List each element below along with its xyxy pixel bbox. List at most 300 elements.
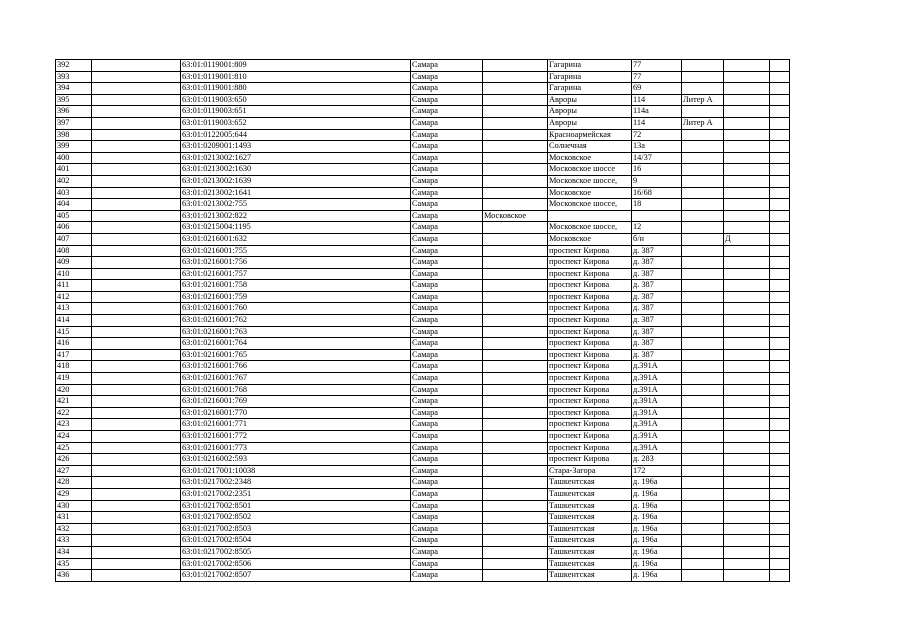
row-number-cell: 434: [56, 546, 92, 558]
street-cell: Солнечная: [548, 141, 632, 153]
city-cell: Самара: [411, 60, 483, 72]
city-cell: Самара: [411, 558, 483, 570]
cadastral-number-cell: 63:01:0216001:760: [181, 303, 411, 315]
cadastral-number-cell: 63:01:0217002:2348: [181, 477, 411, 489]
cadastral-number-cell: 63:01:0216001:762: [181, 315, 411, 327]
city-cell: Самара: [411, 222, 483, 234]
row-number-cell: 408: [56, 245, 92, 257]
letter-code-cell: [724, 303, 770, 315]
street-cell: Ташкентская: [548, 500, 632, 512]
city-cell: Самара: [411, 199, 483, 211]
empty-cell-cell: [92, 268, 181, 280]
cadastral-number-cell: 63:01:0213002:755: [181, 199, 411, 211]
city-cell: Самара: [411, 94, 483, 106]
district-cell: [483, 535, 548, 547]
row-number-cell: 392: [56, 60, 92, 72]
city-cell: Самара: [411, 465, 483, 477]
table-row: [56, 419, 790, 431]
house-number-cell: д. 196а: [632, 546, 682, 558]
street-cell: Авроры: [548, 117, 632, 129]
building-letter-cell: [682, 419, 724, 431]
house-number-cell: д. 196а: [632, 477, 682, 489]
district-cell: [483, 488, 548, 500]
city-cell: Самара: [411, 233, 483, 245]
letter-code-cell: Д: [724, 233, 770, 245]
row-number-cell: 423: [56, 419, 92, 431]
district-cell: [483, 558, 548, 570]
district-cell: [483, 60, 548, 72]
letter-code-cell: [724, 83, 770, 95]
street-cell: проспект Кирова: [548, 257, 632, 269]
empty-cell-cell: [92, 129, 181, 141]
table-row: [56, 477, 790, 489]
extra-cell-cell: [770, 106, 790, 118]
street-cell: Гагарина: [548, 60, 632, 72]
empty-cell-cell: [92, 488, 181, 500]
street-cell: проспект Кирова: [548, 431, 632, 443]
street-cell: Гагарина: [548, 83, 632, 95]
empty-cell-cell: [92, 152, 181, 164]
house-number-cell: 172: [632, 465, 682, 477]
city-cell: Самара: [411, 442, 483, 454]
building-letter-cell: [682, 454, 724, 466]
table-row: [56, 373, 790, 385]
district-cell: [483, 280, 548, 292]
empty-cell-cell: [92, 141, 181, 153]
table-row: [56, 117, 790, 129]
letter-code-cell: [724, 465, 770, 477]
letter-code-cell: [724, 558, 770, 570]
city-cell: Самара: [411, 152, 483, 164]
city-cell: Самара: [411, 315, 483, 327]
building-letter-cell: [682, 222, 724, 234]
building-letter-cell: [682, 303, 724, 315]
city-cell: Самара: [411, 326, 483, 338]
extra-cell-cell: [770, 546, 790, 558]
city-cell: Самара: [411, 384, 483, 396]
house-number-cell: д. 196а: [632, 570, 682, 582]
row-number-cell: 405: [56, 210, 92, 222]
building-letter-cell: Литер А: [682, 117, 724, 129]
district-cell: [483, 175, 548, 187]
letter-code-cell: [724, 268, 770, 280]
city-cell: Самара: [411, 570, 483, 582]
house-number-cell: д. 196а: [632, 535, 682, 547]
street-cell: Красноармейская: [548, 129, 632, 141]
house-number-cell: 9: [632, 175, 682, 187]
letter-code-cell: [724, 373, 770, 385]
extra-cell-cell: [770, 315, 790, 327]
city-cell: Самара: [411, 187, 483, 199]
house-number-cell: д.391А: [632, 431, 682, 443]
row-number-cell: 427: [56, 465, 92, 477]
house-number-cell: б/н: [632, 233, 682, 245]
empty-cell-cell: [92, 164, 181, 176]
building-letter-cell: [682, 71, 724, 83]
table-row: [56, 106, 790, 118]
district-cell: [483, 442, 548, 454]
empty-cell-cell: [92, 570, 181, 582]
letter-code-cell: [724, 338, 770, 350]
street-cell: Московское: [548, 187, 632, 199]
house-number-cell: 77: [632, 71, 682, 83]
letter-code-cell: [724, 512, 770, 524]
district-cell: [483, 71, 548, 83]
city-cell: Самара: [411, 83, 483, 95]
building-letter-cell: [682, 210, 724, 222]
district-cell: [483, 326, 548, 338]
row-number-cell: 402: [56, 175, 92, 187]
city-cell: Самара: [411, 396, 483, 408]
city-cell: Самара: [411, 71, 483, 83]
street-cell: [548, 210, 632, 222]
row-number-cell: 403: [56, 187, 92, 199]
extra-cell-cell: [770, 535, 790, 547]
table-row: [56, 245, 790, 257]
row-number-cell: 419: [56, 373, 92, 385]
building-letter-cell: [682, 477, 724, 489]
cadastral-number-cell: 63:01:0216001:756: [181, 257, 411, 269]
extra-cell-cell: [770, 558, 790, 570]
table-row: [56, 546, 790, 558]
extra-cell-cell: [770, 291, 790, 303]
district-cell: [483, 152, 548, 164]
cadastral-number-cell: 63:01:0119003:651: [181, 106, 411, 118]
letter-code-cell: [724, 245, 770, 257]
building-letter-cell: [682, 546, 724, 558]
row-number-cell: 417: [56, 349, 92, 361]
street-cell: Московское шоссе,: [548, 222, 632, 234]
table-row: [56, 558, 790, 570]
table-row: [56, 257, 790, 269]
street-cell: проспект Кирова: [548, 338, 632, 350]
district-cell: [483, 222, 548, 234]
district-cell: [483, 512, 548, 524]
city-cell: Самара: [411, 257, 483, 269]
district-cell: [483, 117, 548, 129]
city-cell: Самара: [411, 500, 483, 512]
extra-cell-cell: [770, 442, 790, 454]
empty-cell-cell: [92, 187, 181, 199]
district-cell: [483, 245, 548, 257]
building-letter-cell: [682, 535, 724, 547]
district-cell: [483, 129, 548, 141]
extra-cell-cell: [770, 83, 790, 95]
row-number-cell: 420: [56, 384, 92, 396]
cadastral-number-cell: 63:01:0216001:755: [181, 245, 411, 257]
street-cell: Московское: [548, 152, 632, 164]
row-number-cell: 398: [56, 129, 92, 141]
table-row: [56, 488, 790, 500]
extra-cell-cell: [770, 349, 790, 361]
building-letter-cell: [682, 106, 724, 118]
city-cell: Самара: [411, 419, 483, 431]
row-number-cell: 422: [56, 407, 92, 419]
cadastral-number-cell: 63:01:0209001:1493: [181, 141, 411, 153]
house-number-cell: 114: [632, 94, 682, 106]
letter-code-cell: [724, 349, 770, 361]
building-letter-cell: [682, 175, 724, 187]
cadastral-number-cell: 63:01:0217002:8502: [181, 512, 411, 524]
cadastral-number-cell: 63:01:0119003:652: [181, 117, 411, 129]
city-cell: Самара: [411, 303, 483, 315]
letter-code-cell: [724, 71, 770, 83]
table-row: [56, 210, 790, 222]
city-cell: Самара: [411, 477, 483, 489]
building-letter-cell: [682, 83, 724, 95]
district-cell: [483, 523, 548, 535]
city-cell: Самара: [411, 546, 483, 558]
cadastral-number-cell: 63:01:0213002:1639: [181, 175, 411, 187]
cadastral-number-cell: 63:01:0122005:644: [181, 129, 411, 141]
city-cell: Самара: [411, 431, 483, 443]
empty-cell-cell: [92, 361, 181, 373]
empty-cell-cell: [92, 222, 181, 234]
row-number-cell: 399: [56, 141, 92, 153]
empty-cell-cell: [92, 546, 181, 558]
cadastral-number-cell: 63:01:0217002:8501: [181, 500, 411, 512]
letter-code-cell: [724, 488, 770, 500]
table-row: [56, 512, 790, 524]
city-cell: Самара: [411, 488, 483, 500]
cadastral-number-cell: 63:01:0216002:593: [181, 454, 411, 466]
city-cell: Самара: [411, 129, 483, 141]
letter-code-cell: [724, 199, 770, 211]
table-row: [56, 187, 790, 199]
district-cell: Московское: [483, 210, 548, 222]
table-row: [56, 129, 790, 141]
empty-cell-cell: [92, 523, 181, 535]
building-letter-cell: [682, 512, 724, 524]
house-number-cell: д. 387: [632, 349, 682, 361]
building-letter-cell: [682, 141, 724, 153]
cadastral-number-cell: 63:01:0217001:10038: [181, 465, 411, 477]
cadastral-number-cell: 63:01:0119003:650: [181, 94, 411, 106]
table-row: [56, 454, 790, 466]
street-cell: проспект Кирова: [548, 396, 632, 408]
row-number-cell: 429: [56, 488, 92, 500]
house-number-cell: 69: [632, 83, 682, 95]
row-number-cell: 435: [56, 558, 92, 570]
row-number-cell: 433: [56, 535, 92, 547]
building-letter-cell: [682, 384, 724, 396]
row-number-cell: 394: [56, 83, 92, 95]
extra-cell-cell: [770, 477, 790, 489]
street-cell: Гагарина: [548, 71, 632, 83]
table-row: [56, 233, 790, 245]
city-cell: Самара: [411, 512, 483, 524]
house-number-cell: д. 196а: [632, 523, 682, 535]
cadastral-number-cell: 63:01:0216001:764: [181, 338, 411, 350]
table-row: [56, 396, 790, 408]
row-number-cell: 395: [56, 94, 92, 106]
extra-cell-cell: [770, 164, 790, 176]
empty-cell-cell: [92, 94, 181, 106]
letter-code-cell: [724, 175, 770, 187]
building-letter-cell: [682, 164, 724, 176]
building-letter-cell: [682, 326, 724, 338]
cadastral-number-cell: 63:01:0216001:763: [181, 326, 411, 338]
cadastral-number-cell: 63:01:0217002:8503: [181, 523, 411, 535]
house-number-cell: д.391А: [632, 419, 682, 431]
building-letter-cell: [682, 431, 724, 443]
empty-cell-cell: [92, 454, 181, 466]
house-number-cell: д. 196а: [632, 488, 682, 500]
row-number-cell: 406: [56, 222, 92, 234]
cadastral-number-cell: 63:01:0119001:809: [181, 60, 411, 72]
cadastral-number-cell: 63:01:0213002:822: [181, 210, 411, 222]
city-cell: Самара: [411, 175, 483, 187]
empty-cell-cell: [92, 233, 181, 245]
table-row: [56, 152, 790, 164]
building-letter-cell: [682, 407, 724, 419]
letter-code-cell: [724, 129, 770, 141]
house-number-cell: д. 387: [632, 326, 682, 338]
house-number-cell: 114а: [632, 106, 682, 118]
row-number-cell: 400: [56, 152, 92, 164]
letter-code-cell: [724, 141, 770, 153]
street-cell: проспект Кирова: [548, 361, 632, 373]
extra-cell-cell: [770, 152, 790, 164]
street-cell: проспект Кирова: [548, 280, 632, 292]
district-cell: [483, 338, 548, 350]
cadastral-number-cell: 63:01:0216001:767: [181, 373, 411, 385]
street-cell: Авроры: [548, 94, 632, 106]
building-letter-cell: [682, 291, 724, 303]
building-letter-cell: [682, 257, 724, 269]
district-cell: [483, 500, 548, 512]
extra-cell-cell: [770, 175, 790, 187]
row-number-cell: 410: [56, 268, 92, 280]
district-cell: [483, 315, 548, 327]
street-cell: проспект Кирова: [548, 303, 632, 315]
extra-cell-cell: [770, 419, 790, 431]
street-cell: проспект Кирова: [548, 315, 632, 327]
house-number-cell: д. 196а: [632, 558, 682, 570]
cadastral-number-cell: 63:01:0215004:1195: [181, 222, 411, 234]
house-number-cell: 13а: [632, 141, 682, 153]
extra-cell-cell: [770, 488, 790, 500]
district-cell: [483, 373, 548, 385]
building-letter-cell: [682, 570, 724, 582]
extra-cell-cell: [770, 187, 790, 199]
street-cell: Авроры: [548, 106, 632, 118]
street-cell: проспект Кирова: [548, 349, 632, 361]
empty-cell-cell: [92, 175, 181, 187]
house-number-cell: 12: [632, 222, 682, 234]
table-row: [56, 361, 790, 373]
street-cell: Ташкентская: [548, 477, 632, 489]
district-cell: [483, 384, 548, 396]
letter-code-cell: [724, 210, 770, 222]
extra-cell-cell: [770, 257, 790, 269]
empty-cell-cell: [92, 465, 181, 477]
house-number-cell: 14/37: [632, 152, 682, 164]
street-cell: проспект Кирова: [548, 373, 632, 385]
extra-cell-cell: [770, 361, 790, 373]
table-row: [56, 164, 790, 176]
letter-code-cell: [724, 419, 770, 431]
table-row: [56, 175, 790, 187]
cadastral-number-cell: 63:01:0216001:770: [181, 407, 411, 419]
extra-cell-cell: [770, 454, 790, 466]
row-number-cell: 430: [56, 500, 92, 512]
city-cell: Самара: [411, 280, 483, 292]
city-cell: Самара: [411, 268, 483, 280]
table-row: [56, 199, 790, 211]
extra-cell-cell: [770, 500, 790, 512]
street-cell: Стара-Загора: [548, 465, 632, 477]
house-number-cell: д.391А: [632, 442, 682, 454]
district-cell: [483, 303, 548, 315]
extra-cell-cell: [770, 222, 790, 234]
house-number-cell: 16/68: [632, 187, 682, 199]
city-cell: Самара: [411, 245, 483, 257]
cadastral-number-cell: 63:01:0216001:765: [181, 349, 411, 361]
street-cell: проспект Кирова: [548, 384, 632, 396]
table-row: [56, 326, 790, 338]
street-cell: проспект Кирова: [548, 291, 632, 303]
empty-cell-cell: [92, 349, 181, 361]
extra-cell-cell: [770, 303, 790, 315]
cadastral-number-cell: 63:01:0216001:773: [181, 442, 411, 454]
empty-cell-cell: [92, 326, 181, 338]
district-cell: [483, 570, 548, 582]
row-number-cell: 425: [56, 442, 92, 454]
empty-cell-cell: [92, 245, 181, 257]
house-number-cell: д. 387: [632, 315, 682, 327]
cadastral-number-cell: 63:01:0216001:769: [181, 396, 411, 408]
house-number-cell: д.391А: [632, 384, 682, 396]
city-cell: Самара: [411, 338, 483, 350]
street-cell: Ташкентская: [548, 570, 632, 582]
row-number-cell: 407: [56, 233, 92, 245]
extra-cell-cell: [770, 396, 790, 408]
city-cell: Самара: [411, 535, 483, 547]
row-number-cell: 413: [56, 303, 92, 315]
row-number-cell: 397: [56, 117, 92, 129]
district-cell: [483, 396, 548, 408]
cadastral-number-cell: 63:01:0119001:880: [181, 83, 411, 95]
extra-cell-cell: [770, 210, 790, 222]
letter-code-cell: [724, 442, 770, 454]
cadastral-number-cell: 63:01:0217002:8506: [181, 558, 411, 570]
cadastral-number-cell: 63:01:0216001:759: [181, 291, 411, 303]
row-number-cell: 426: [56, 454, 92, 466]
street-cell: проспект Кирова: [548, 326, 632, 338]
table-row: [56, 407, 790, 419]
cadastral-number-cell: 63:01:0216001:772: [181, 431, 411, 443]
building-letter-cell: [682, 129, 724, 141]
building-letter-cell: [682, 280, 724, 292]
building-letter-cell: [682, 349, 724, 361]
building-letter-cell: [682, 60, 724, 72]
table-row: [56, 465, 790, 477]
district-cell: [483, 199, 548, 211]
extra-cell-cell: [770, 512, 790, 524]
house-number-cell: д. 387: [632, 303, 682, 315]
building-letter-cell: [682, 465, 724, 477]
table-row: [56, 570, 790, 582]
house-number-cell: 18: [632, 199, 682, 211]
district-cell: [483, 465, 548, 477]
building-letter-cell: [682, 152, 724, 164]
city-cell: Самара: [411, 117, 483, 129]
building-letter-cell: [682, 245, 724, 257]
extra-cell-cell: [770, 431, 790, 443]
house-number-cell: д.391А: [632, 407, 682, 419]
city-cell: Самара: [411, 349, 483, 361]
